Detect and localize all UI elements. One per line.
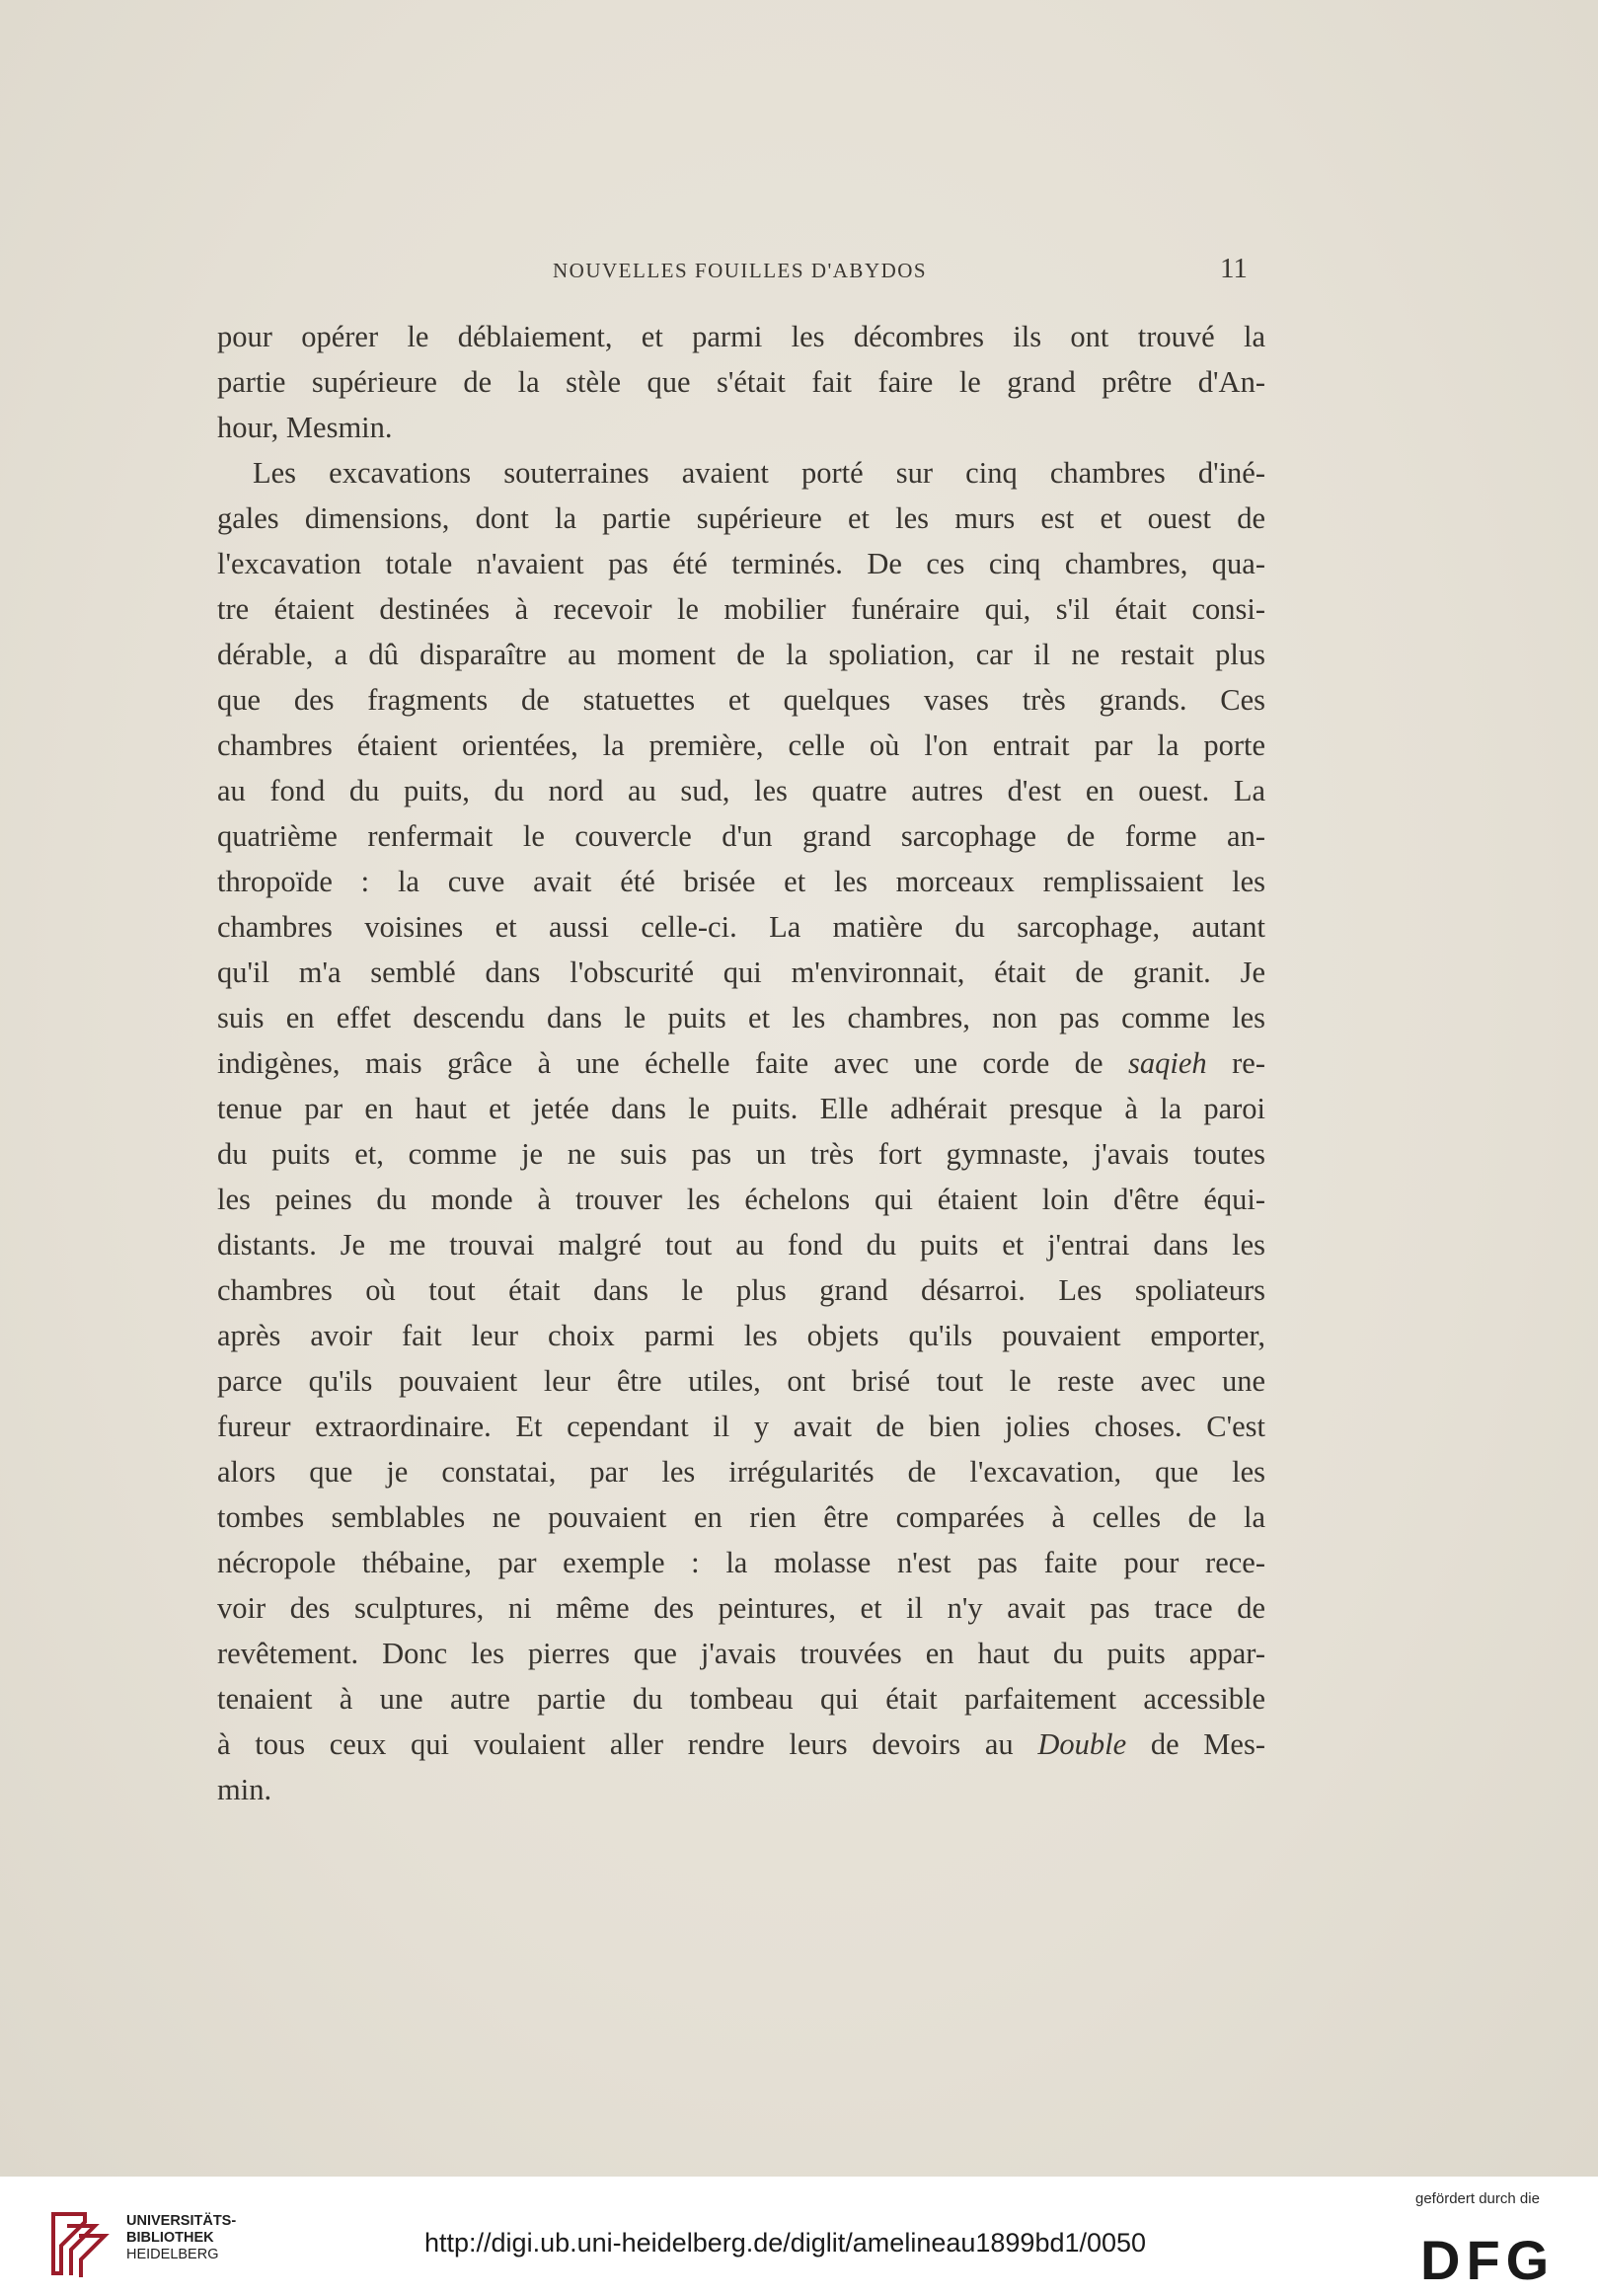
text-line: fureur extraordinaire. Et cependant il y avait de bien jolies choses. C'est bbox=[217, 1410, 1265, 1443]
text-line: voir des sculptures, ni même des peintures, et il n'y avait pas trace de bbox=[217, 1591, 1265, 1625]
text-line: min. bbox=[217, 1773, 272, 1806]
text-line: quatrième renfermait le couvercle d'un grand sarcophage de forme an- bbox=[217, 819, 1265, 853]
text-line: gales dimensions, dont la partie supérieure et les murs est et ouest de bbox=[217, 501, 1265, 535]
text-line: partie supérieure de la stèle que s'était fait faire le grand prêtre d'An- bbox=[217, 365, 1265, 399]
footer-bar bbox=[0, 2177, 1598, 2296]
text-line: indigènes, mais grâce à une échelle faite avec une corde de saqieh re- bbox=[217, 1046, 1265, 1080]
text-line: parce qu'ils pouvaient leur être utiles, ont brisé tout le reste avec une bbox=[217, 1364, 1265, 1398]
italic-word: saqieh bbox=[1128, 1046, 1207, 1080]
dfg-logo: DFG bbox=[1420, 2229, 1556, 2291]
text-line: distants. Je me trouvai malgré tout au fond du puits et j'entrai dans les bbox=[217, 1228, 1265, 1262]
text-line: à tous ceux qui voulaient aller rendre leurs devoirs au Double de Mes- bbox=[217, 1727, 1265, 1761]
text-line: pour opérer le déblaiement, et parmi les décombres ils ont trouvé la bbox=[217, 320, 1265, 353]
text-line: après avoir fait leur choix parmi les objets qu'ils pouvaient emporter, bbox=[217, 1319, 1265, 1352]
text-line: nécropole thébaine, par exemple : la molasse n'est pas faite pour rece- bbox=[217, 1546, 1265, 1579]
text-line: alors que je constatai, par les irrégularités de l'excavation, que les bbox=[217, 1455, 1265, 1489]
library-name-line: UNIVERSITÄTS- bbox=[126, 2213, 237, 2229]
text-line: l'excavation totale n'avaient pas été terminés. De ces cinq chambres, qua- bbox=[217, 547, 1265, 580]
text-line: chambres étaient orientées, la première, celle où l'on entrait par la porte bbox=[217, 728, 1265, 762]
italic-word: Double bbox=[1037, 1727, 1127, 1761]
funding-note: gefördert durch die bbox=[1415, 2190, 1540, 2207]
text-line: thropoïde : la cuve avait été brisée et les morceaux remplissaient les bbox=[217, 865, 1265, 898]
text-line: qu'il m'a semblé dans l'obscurité qui m'environnait, était de granit. Je bbox=[217, 956, 1265, 989]
source-url-link[interactable]: http://digi.ub.uni-heidelberg.de/diglit/amelineau1899bd1/0050 bbox=[424, 2228, 1147, 2258]
text-line: Les excavations souterraines avaient porté sur cinq chambres d'iné- bbox=[253, 456, 1265, 490]
text-line: chambres voisines et aussi celle-ci. La matière du sarcophage, autant bbox=[217, 910, 1265, 944]
text-line: tenue par en haut et jetée dans le puits. Elle adhérait presque à la paroi bbox=[217, 1092, 1265, 1125]
text-line: suis en effet descendu dans le puits et les chambres, non pas comme les bbox=[217, 1001, 1265, 1034]
running-head: NOUVELLES FOUILLES D'ABYDOS bbox=[553, 259, 928, 282]
text-line: que des fragments de statuettes et quelques vases très grands. Ces bbox=[217, 683, 1265, 717]
text-line: chambres où tout était dans le plus grand désarroi. Les spoliateurs bbox=[217, 1273, 1265, 1307]
text-line: tenaient à une autre partie du tombeau qui était parfaitement accessible bbox=[217, 1682, 1265, 1716]
text-line: au fond du puits, du nord au sud, les quatre autres d'est en ouest. La bbox=[217, 774, 1265, 807]
text-line: tre étaient destinées à recevoir le mobilier funéraire qui, s'il était consi- bbox=[217, 592, 1265, 626]
text-line: dérable, a dû disparaître au moment de la spoliation, car il ne restait plus bbox=[217, 638, 1265, 671]
text-line: du puits et, comme je ne suis pas un très fort gymnaste, j'avais toutes bbox=[217, 1137, 1265, 1171]
library-name-line: HEIDELBERG bbox=[126, 2247, 219, 2262]
library-logo-icon bbox=[45, 2202, 118, 2281]
body-text bbox=[217, 314, 1265, 1812]
library-name bbox=[126, 2213, 236, 2263]
text-line: revêtement. Donc les pierres que j'avais trouvées en haut du puits appar- bbox=[217, 1637, 1265, 1670]
text-line: les peines du monde à trouver les échelons qui étaient loin d'être équi- bbox=[217, 1183, 1265, 1216]
text-line: hour, Mesmin. bbox=[217, 411, 393, 444]
page-number: 11 bbox=[1220, 253, 1248, 284]
library-name-line: BIBLIOTHEK bbox=[126, 2230, 214, 2246]
text-line: tombes semblables ne pouvaient en rien être comparées à celles de la bbox=[217, 1500, 1265, 1534]
